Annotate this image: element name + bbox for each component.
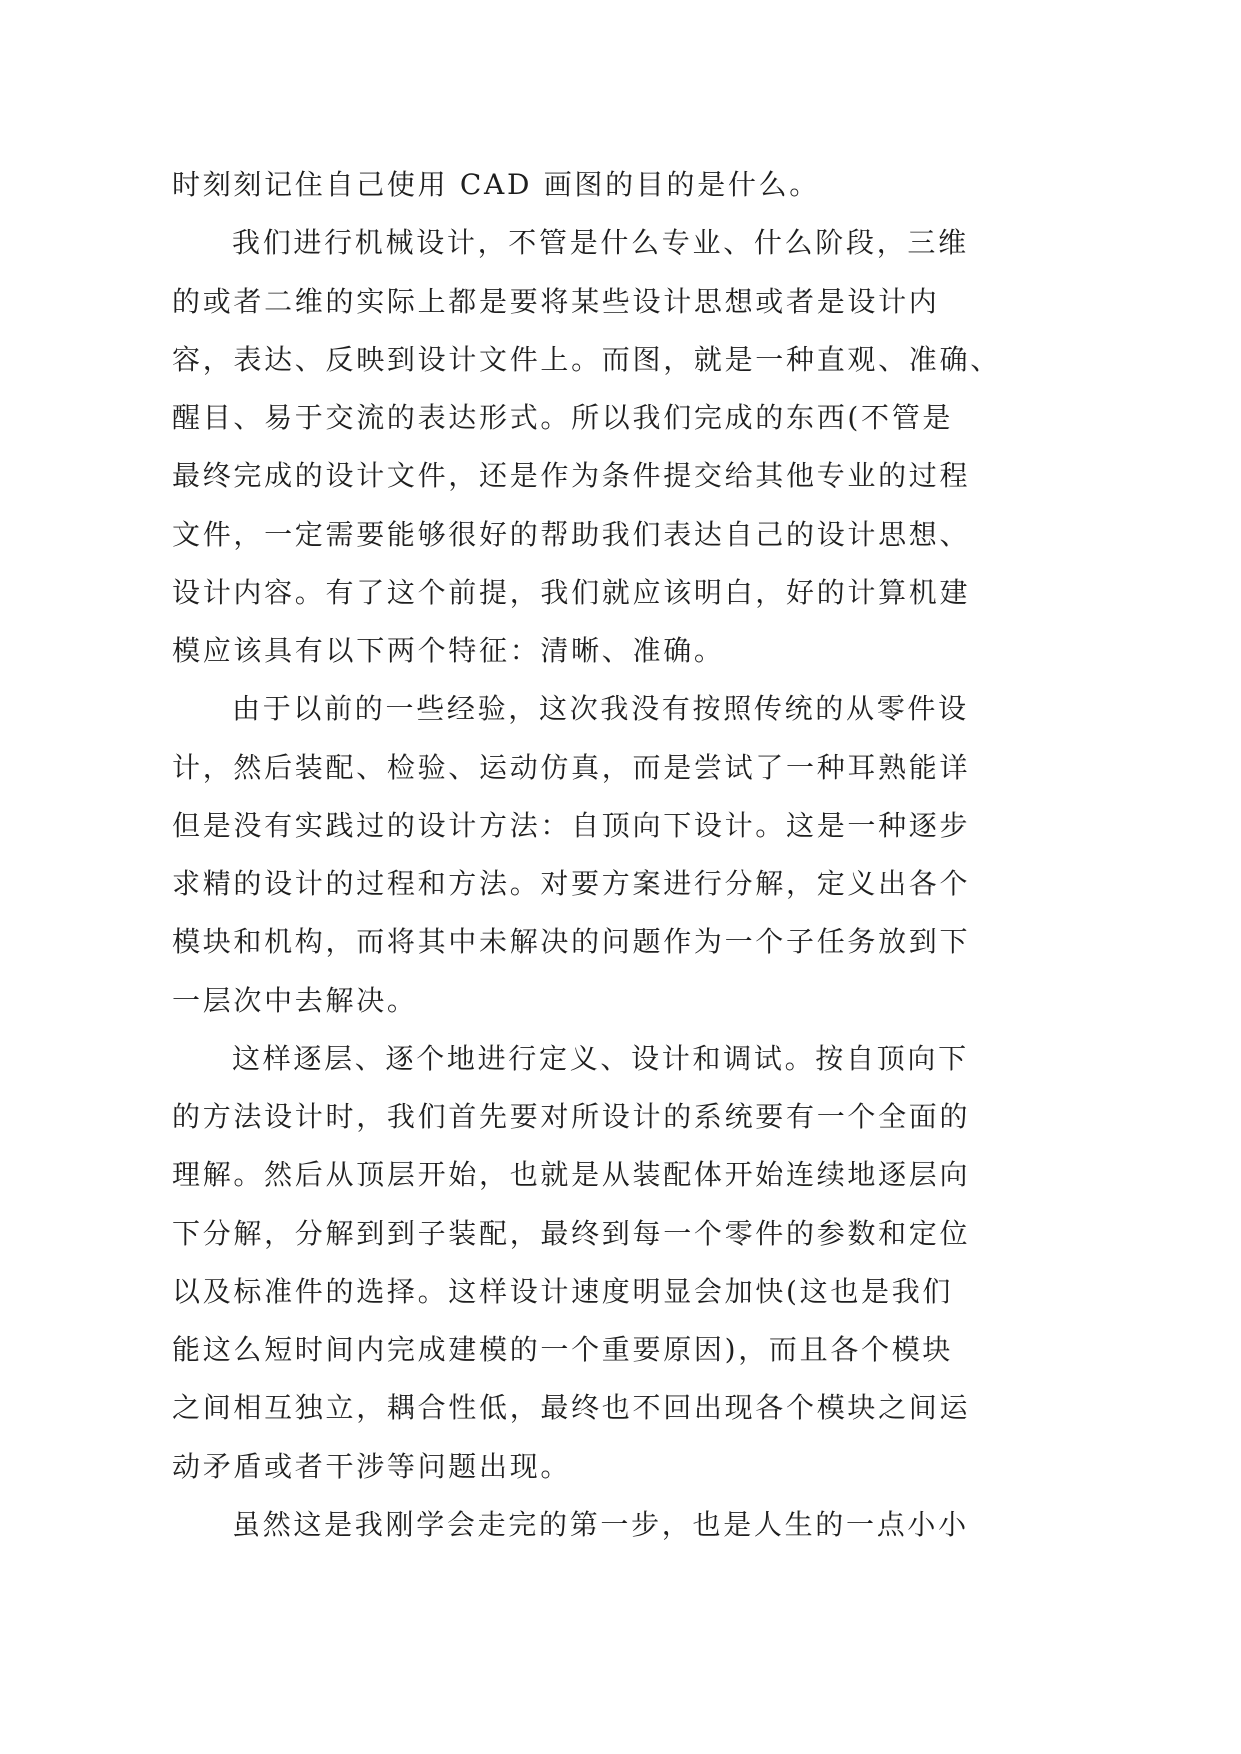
paragraph-continued xyxy=(172,156,1241,214)
text-line: 我们进行机械设计，不管是什么专业、什么阶段，三维 xyxy=(232,226,969,260)
paragraph xyxy=(172,214,1241,680)
text-line: 模应该具有以下两个特征：清晰、准确。 xyxy=(172,634,725,667)
paragraph xyxy=(172,1496,1241,1554)
text-line: 求精的设计的过程和方法。对要方案进行分解，定义出各个 xyxy=(172,867,971,900)
paragraph xyxy=(172,680,1241,1030)
text-line: 容，表达、反映到设计文件上。而图，就是一种直观、准确、 xyxy=(172,342,1001,376)
text-line: 能这么短时间内完成建模的一个重要原因)，而且各个模块 xyxy=(172,1333,954,1366)
text-line: 由于以前的一些经验，这次我没有按照传统的从零件设 xyxy=(232,692,969,726)
text-line: 这样逐层、逐个地进行定义、设计和调试。按自顶向下 xyxy=(232,1041,969,1075)
text-line: 醒目、易于交流的表达形式。所以我们完成的东西(不管是 xyxy=(172,401,954,434)
text-line: 之间相互独立，耦合性低，最终也不回出现各个模块之间运 xyxy=(172,1391,971,1425)
text-line: 动矛盾或者干涉等问题出现。 xyxy=(172,1449,572,1483)
text-line: 的方法设计时，我们首先要对所设计的系统要有一个全面的 xyxy=(172,1100,971,1133)
text-line: 最终完成的设计文件，还是作为条件提交给其他专业的过程 xyxy=(172,459,971,493)
text-line: 虽然这是我刚学会走完的第一步，也是人生的一点小小 xyxy=(232,1507,969,1541)
text-line: 下分解，分解到到子装配，最终到每一个零件的参数和定位 xyxy=(172,1216,971,1250)
text-line: 计，然后装配、检验、运动仿真，而是尝试了一种耳熟能详 xyxy=(172,750,971,784)
text-line: 的或者二维的实际上都是要将某些设计思想或者是设计内 xyxy=(172,284,940,318)
text-line: 设计内容。有了这个前提，我们就应该明白，好的计算机建 xyxy=(172,575,971,609)
text-line: 理解。然后从顶层开始，也就是从装配体开始连续地逐层向 xyxy=(172,1158,971,1192)
text-line: 模块和机构，而将其中未解决的问题作为一个子任务放到下 xyxy=(172,925,971,959)
text-line: 以及标准件的选择。这样设计速度明显会加快(这也是我们 xyxy=(172,1274,954,1308)
text-line: 但是没有实践过的设计方法：自顶向下设计。这是一种逐步 xyxy=(172,808,971,842)
text-line: 一层次中去解决。 xyxy=(172,983,418,1017)
text-line: 文件，一定需要能够很好的帮助我们表达自己的设计思想、 xyxy=(172,517,971,551)
paragraph xyxy=(172,1030,1241,1496)
text-line: 时刻刻记住自己使用 CAD 画图的目的是什么。 xyxy=(172,168,820,201)
